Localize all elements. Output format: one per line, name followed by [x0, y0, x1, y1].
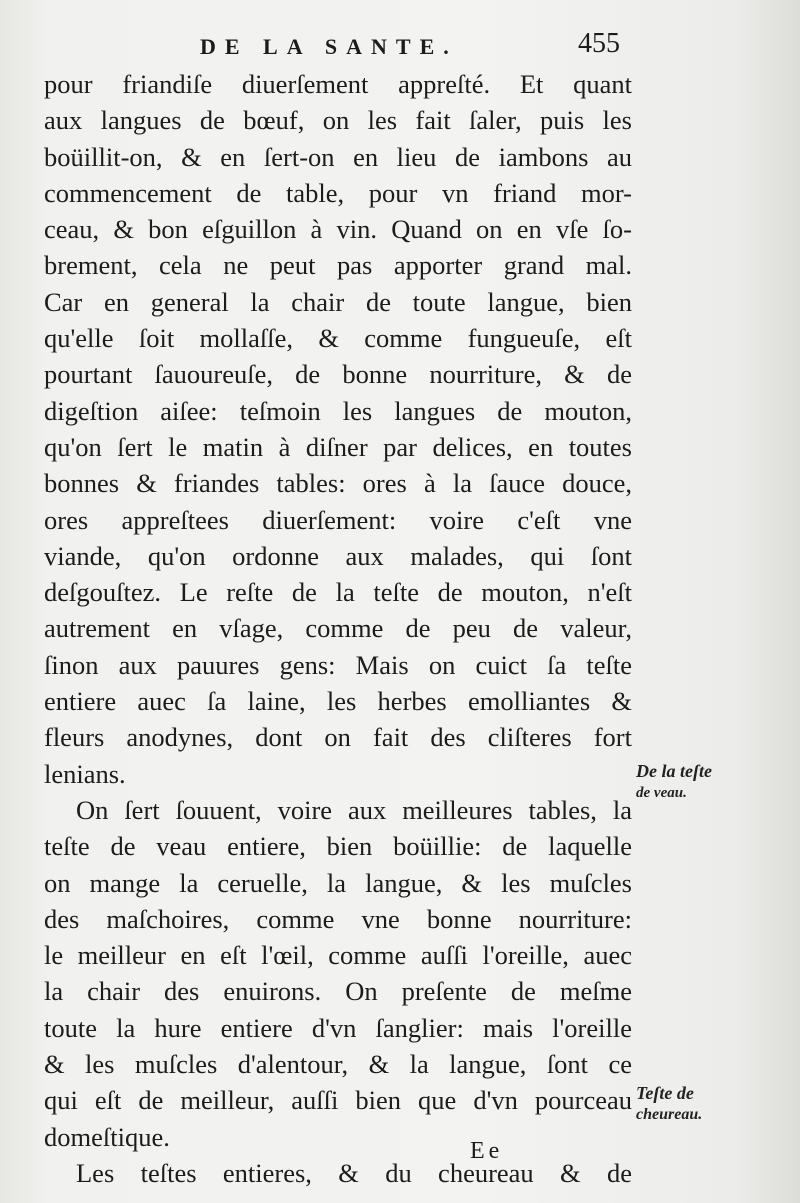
text-line: pour friandiſe diuerſement appreſté. Et quant	[44, 69, 632, 99]
text-line: la chair des enuirons. On preſente de meſme	[44, 976, 632, 1007]
text-line: domeſtique.	[44, 1121, 170, 1152]
body-text	[44, 66, 632, 1191]
text-line: boüillit-on, & en ſert-on en lieu de iambons au	[44, 141, 632, 172]
text-line: des maſchoires, comme vne bonne nourriture:	[44, 903, 632, 934]
text-line: On ſert ſouuent, voire aux meilleures tables, la	[76, 794, 632, 825]
margin-note-veal-head	[636, 760, 712, 804]
margin-note-kid-head	[636, 1082, 702, 1126]
text-line: ceau, & bon eſguillon à vin. Quand on en vſe ſo-	[44, 214, 632, 245]
text-line: ſinon aux pauures gens: Mais on cuict ſa teſte	[44, 649, 632, 680]
running-title: DE LA SANTE.	[200, 34, 458, 59]
text-line: brement, cela ne peut pas apporter grand mal.	[44, 250, 632, 281]
text-line: lenians.	[44, 758, 126, 789]
text-line: Car en general la chair de toute langue, bien	[44, 286, 632, 317]
page-number: 455	[578, 28, 620, 59]
text-line: & les muſcles d'alentour, & la langue, ſont ce	[44, 1049, 632, 1080]
text-line: on mange la ceruelle, la langue, & les muſcles	[44, 867, 632, 898]
text-line: autrement en vſage, comme de peu de valeur,	[44, 613, 632, 644]
text-line: teſte de veau entiere, bien boüillie: de laquelle	[44, 831, 632, 862]
text-line: viande, qu'on ordonne aux malades, qui ſont	[44, 540, 632, 571]
text-line: le meilleur en eſt l'œil, comme auſſi l'oreille, auec	[44, 940, 632, 971]
text-line: Les teſtes entieres, & du cheureau & de	[76, 1157, 632, 1188]
text-line: qu'elle ſoit mollaſſe, & comme fungueuſe, eſt	[44, 323, 632, 354]
text-line: entiere auec ſa laine, les herbes emolliantes &	[44, 686, 632, 717]
text-line: qu'on ſert le matin à diſner par delices, en toutes	[44, 431, 632, 462]
text-line: aux langues de bœuf, on les fait ſaler, puis les	[44, 105, 632, 136]
page-header	[0, 28, 800, 68]
text-line: fleurs anodynes, dont on fait des cliſteres fort	[44, 722, 632, 753]
text-line: pourtant ſauoureuſe, de bonne nourriture, & de	[44, 359, 632, 390]
margin-note-line: De la teſte	[636, 761, 712, 781]
text-line: toute la hure entiere d'vn ſanglier: mais l'oreille	[44, 1012, 632, 1043]
text-line: ores appreſtees diuerſement: voire c'eſt vne	[44, 504, 632, 535]
text-line: bonnes & friandes tables: ores à la ſauce douce,	[44, 468, 632, 499]
signature-mark: Ee	[470, 1138, 504, 1164]
text-line: qui eſt de meilleur, auſſi bien que d'vn pourceau	[44, 1085, 632, 1116]
margin-note-line: cheureau.	[636, 1106, 703, 1123]
text-line: deſgouſtez. Le reſte de la teſte de mouton, n'eſt	[44, 577, 632, 608]
margin-note-line: Teſte de	[636, 1083, 694, 1103]
text-line: commencement de table, pour vn friand mor-	[44, 177, 632, 208]
text-line: digeſtion aiſee: teſmoin les langues de mouton,	[44, 395, 632, 426]
margin-note-line: de veau.	[636, 785, 687, 801]
